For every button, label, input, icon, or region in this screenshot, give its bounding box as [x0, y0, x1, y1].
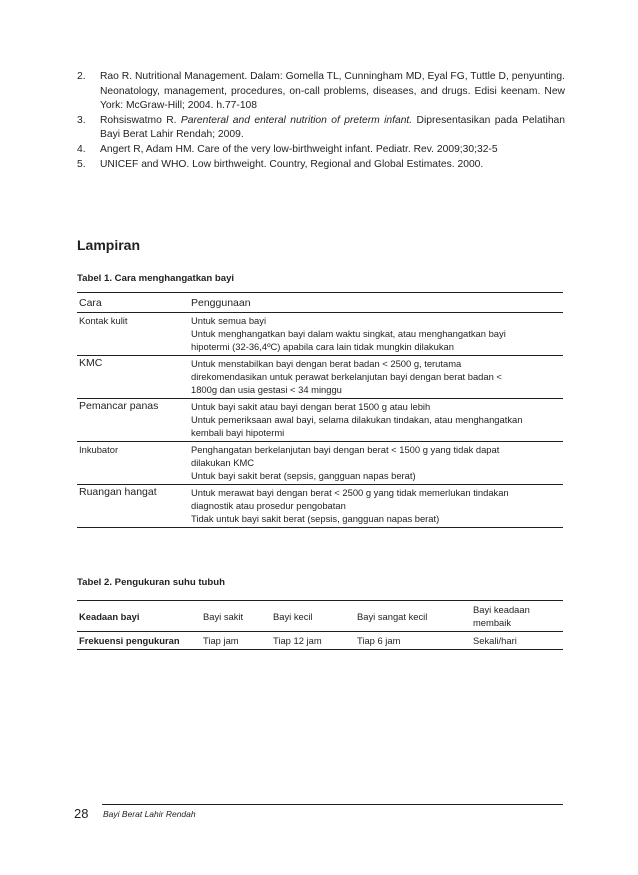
running-title: Bayi Berat Lahir Rendah	[103, 809, 196, 819]
table-row	[77, 356, 563, 399]
method-cell: Kontak kulit	[77, 313, 189, 356]
usage-line: dilakukan KMC	[191, 457, 255, 468]
reference-text-part: Rohsiswatmo R.	[100, 114, 181, 126]
column-header: Bayi sakit	[201, 601, 271, 632]
usage-line: Untuk pemeriksaan awal bayi, selama dilakukan tindakan, atau menghangatkan	[191, 414, 523, 425]
page-number: 28	[74, 806, 89, 821]
section-title: Lampiran	[77, 237, 141, 253]
column-header: Penggunaan	[189, 293, 563, 313]
usage-cell	[189, 442, 563, 485]
usage-line: Untuk bayi sakit berat (sepsis, gangguan napas berat)	[191, 470, 416, 481]
column-header: Bayi kecil	[271, 601, 355, 632]
reference-text: Rao R. Nutritional Management. Dalam: Gomella TL, Cunningham MD, Eyal FG, Tuttle D, penyunting. Neonatology, management, procedures, on-call problems, diseases, and drugs. Edisi keenam. New York: McGraw-Hill; 2004. h.77-108	[100, 71, 565, 112]
usage-line: Untuk bayi sakit atau bayi dengan berat 1500 g atau lebih	[191, 401, 431, 412]
usage-cell	[189, 313, 563, 356]
reference-item	[77, 158, 565, 173]
usage-cell	[189, 356, 563, 399]
table2-caption: Tabel 2. Pengukuran suhu tubuh	[77, 577, 225, 588]
table-header-row	[77, 293, 563, 313]
method-cell: Ruangan hangat	[77, 485, 189, 528]
reference-list	[77, 70, 565, 172]
usage-line: diagnostik atau prosedur pengobatan	[191, 500, 346, 511]
method-cell: Pemancar panas	[77, 399, 189, 442]
table-row	[77, 313, 563, 356]
table-row	[77, 399, 563, 442]
usage-line: Untuk semua bayi	[191, 315, 267, 326]
usage-line: kembali bayi hipotermi	[191, 427, 285, 438]
usage-line: 1800g dan usia gestasi < 34 minggu	[191, 384, 342, 395]
table-cell: Tiap jam	[201, 632, 271, 650]
reference-text: UNICEF and WHO. Low birthweight. Country, Regional and Global Estimates. 2000.	[100, 158, 484, 170]
footer-rule	[102, 804, 563, 805]
usage-line: Untuk menstabilkan bayi dengan berat badan < 2500 g, terutama	[191, 358, 462, 369]
table-cell: Sekali/hari	[471, 632, 563, 650]
reference-text-part: Dipresentasikan pada Pelatihan Bayi Berat Lahir Rendah; 2009.	[100, 114, 566, 141]
reference-item	[77, 143, 565, 158]
reference-item	[77, 70, 565, 114]
table-row	[77, 632, 563, 650]
table-row	[77, 442, 563, 485]
temperature-measurement-table	[77, 600, 563, 650]
usage-line: Untuk merawat bayi dengan berat < 2500 g yang tidak memerlukan tindakan	[191, 487, 509, 498]
reference-text	[100, 114, 565, 143]
column-header: Keadaan bayi	[77, 601, 201, 632]
column-header: Bayi keadaan membaik	[471, 601, 563, 632]
reference-text: Angert R, Adam HM. Care of the very low-birthweight infant. Pediatr. Rev. 2009;30;32-5	[100, 143, 498, 155]
reference-number: 5.	[77, 158, 86, 170]
reference-title-italic: Parenteral and enteral nutrition of preterm infant.	[180, 114, 413, 126]
usage-line: Untuk menghangatkan bayi dalam waktu singkat, atau menghangatkan bayi	[191, 328, 506, 339]
usage-cell	[189, 485, 563, 528]
reference-number: 4.	[77, 143, 86, 155]
method-cell: Inkubator	[77, 442, 189, 485]
warming-methods-table	[77, 292, 563, 528]
method-cell: KMC	[77, 356, 189, 399]
column-header: Bayi sangat kecil	[355, 601, 471, 632]
row-header: Frekuensi pengukuran	[77, 632, 201, 650]
reference-number: 2.	[77, 71, 86, 82]
usage-line: direkomendasikan untuk perawat berkelanjutan bayi dengan berat badan <	[191, 371, 502, 382]
table1-caption: Tabel 1. Cara menghangatkan bayi	[77, 273, 235, 284]
usage-line: hipotermi (32-36,4ºC) apabila cara lain tidak mungkin dilakukan	[191, 341, 454, 352]
column-header: Cara	[77, 293, 189, 313]
usage-line: Penghangatan berkelanjutan bayi dengan berat < 1500 g yang tidak dapat	[191, 444, 500, 455]
table-cell: Tiap 12 jam	[271, 632, 355, 650]
table-row	[77, 485, 563, 528]
table-header-row	[77, 601, 563, 632]
reference-number: 3.	[77, 114, 86, 126]
reference-item	[77, 114, 565, 143]
usage-cell	[189, 399, 563, 442]
table-cell: Tiap 6 jam	[355, 632, 471, 650]
usage-line: Tidak untuk bayi sakit berat (sepsis, gangguan napas berat)	[191, 513, 440, 524]
